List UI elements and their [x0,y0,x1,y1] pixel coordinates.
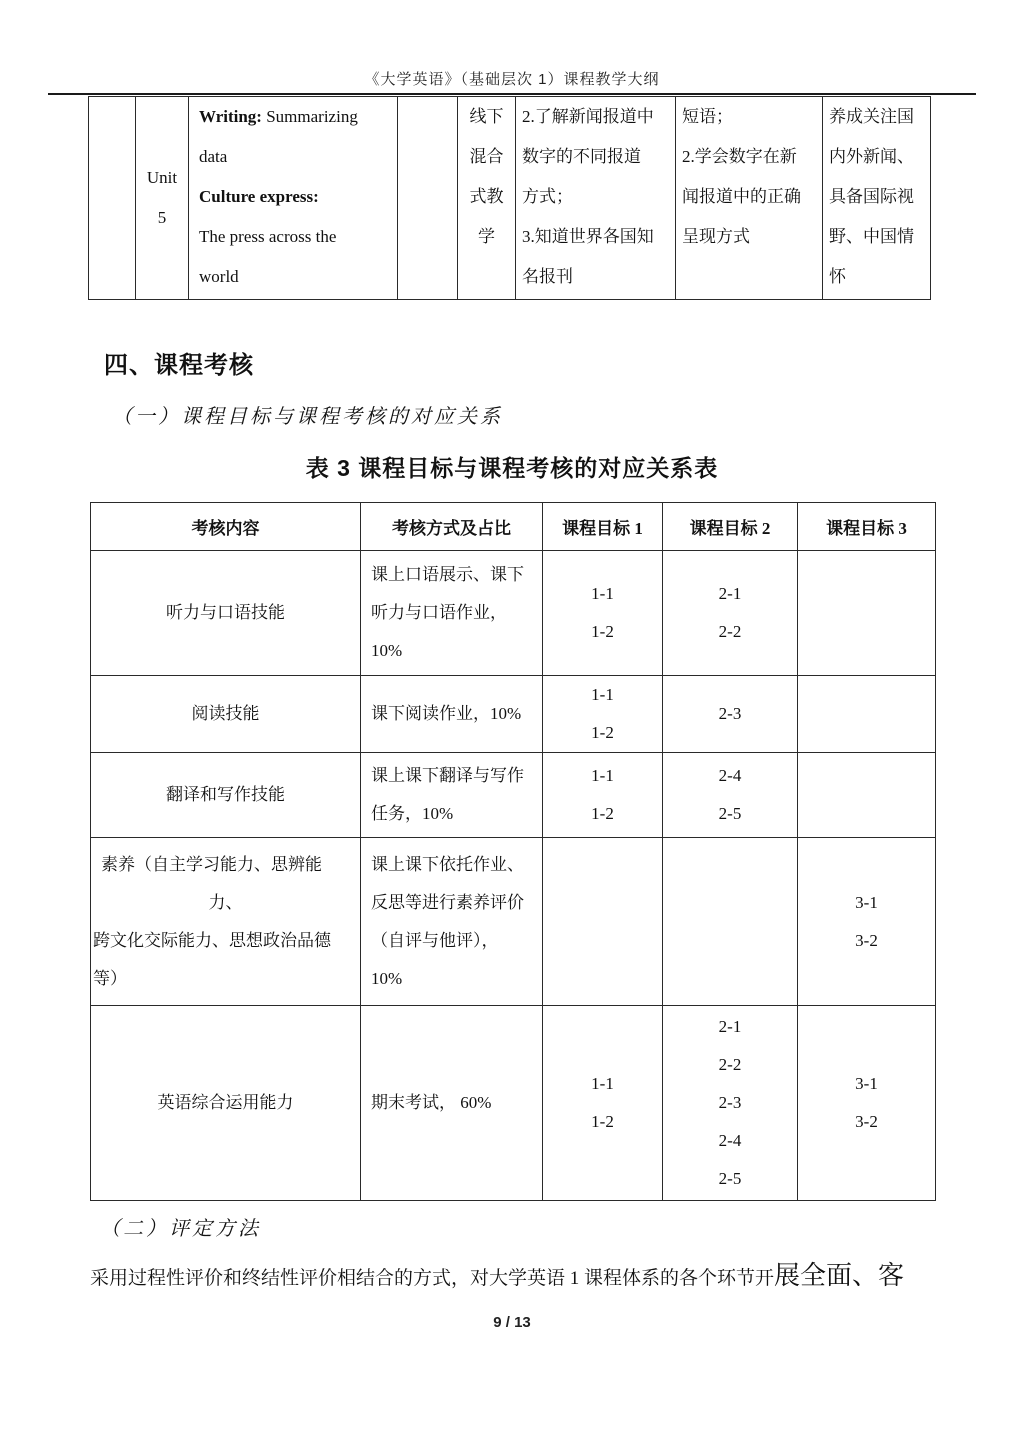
unit-cell-empty-left [89,97,136,300]
cell-goal3 [798,753,936,838]
cell-goal1: 1-1 1-2 [543,551,663,676]
unit-cell-empty-mid [398,97,458,300]
cell-goal1: 1-1 1-2 [543,1006,663,1201]
cell-content: 听力与口语技能 [91,551,361,676]
unit-cell-key-points: 短语； 2.学会数字在新 闻报道中的正确 呈现方式 [676,97,823,300]
unit-cell-objectives: 2.了解新闻报道中 数字的不同报道 方式； 3.知道世界各国知 名报刊 [516,97,676,300]
table-row [91,753,936,838]
unit-content-line [199,177,387,217]
table-row [91,1006,936,1201]
cell-content: 素养（自主学习能力、思辨能 力、 跨文化交际能力、思想政治品德 等） [91,838,361,1006]
table-row [89,97,931,300]
unit-content-line: world [199,267,239,286]
cell-goal3 [798,551,936,676]
cell-method: 课上课下依托作业、 反思等进行素养评价 （自评与他评）， 10% [361,838,543,1006]
cell-goal3: 3-1 3-2 [798,838,936,1006]
table-row [91,551,936,676]
cell-goal1 [543,838,663,1006]
assessment-mapping-table [90,502,936,1201]
table3-caption: 表 3 课程目标与课程考核的对应关系表 [305,455,719,481]
cell-goal2: 2-1 2-2 2-3 2-4 2-5 [663,1006,798,1201]
header-cell-goal3: 课程目标 3 [798,503,936,551]
cell-goal1: 1-1 1-2 [543,753,663,838]
culture-express-label: Culture express: [199,187,319,206]
cell-goal2: 2-1 2-2 [663,551,798,676]
cell-goal3 [798,676,936,753]
header-cell-goal1: 课程目标 1 [543,503,663,551]
unit-cell-number: Unit 5 [136,97,189,300]
cell-method: 课上口语展示、课下 听力与口语作业， 10% [361,551,543,676]
header-cell-method: 考核方式及占比 [361,503,543,551]
header-rule [48,93,976,95]
subsection-heading-method: （二）评定方法 [100,1218,261,1240]
cell-method: 课上课下翻译与写作 任务，10% [361,753,543,838]
unit-cell-quality-goals: 养成关注国 内外新闻、 具备国际视 野、中国情 怀 [823,97,931,300]
table-row [91,838,936,1006]
cell-goal2: 2-4 2-5 [663,753,798,838]
header-cell-content: 考核内容 [91,503,361,551]
cell-goal2 [663,838,798,1006]
unit-content-line: Writing: Summarizing [199,107,358,126]
document-header-title: 《大学英语》（基础层次 1）课程教学大纲 [364,71,660,88]
table-header-row [91,503,936,551]
table-row [91,676,936,753]
unit-cell-content [189,97,398,300]
paragraph-text-large: 展全面、客 [774,1261,905,1290]
unit-cell-teaching-mode: 线下 混合 式教 学 [458,97,516,300]
cell-content: 英语综合运用能力 [91,1006,361,1201]
header-cell-goal2: 课程目标 2 [663,503,798,551]
cell-goal1: 1-1 1-2 [543,676,663,753]
cell-method: 期末考试， 60% [361,1006,543,1201]
paragraph-text: 采用过程性评价和终结性评价相结合的方式，对大学英语 1 课程体系的各个环节开 [90,1268,775,1289]
writing-label: Writing: [199,107,262,126]
unit-content-line: The press across the [199,227,337,246]
page-number: 9 / 13 [493,1314,531,1331]
cell-content: 阅读技能 [91,676,361,753]
unit-syllabus-table [88,96,931,300]
cell-goal2: 2-3 [663,676,798,753]
cell-goal3: 3-1 3-2 [798,1006,936,1201]
cell-method: 课下阅读作业，10% [361,676,543,753]
section-heading-course-assessment: 四、课程考核 [104,352,254,379]
cell-content: 翻译和写作技能 [91,753,361,838]
unit-content-line: data [199,147,228,166]
body-paragraph [90,1255,990,1297]
subsection-heading-mapping: （一）课程目标与课程考核的对应关系 [112,406,503,428]
